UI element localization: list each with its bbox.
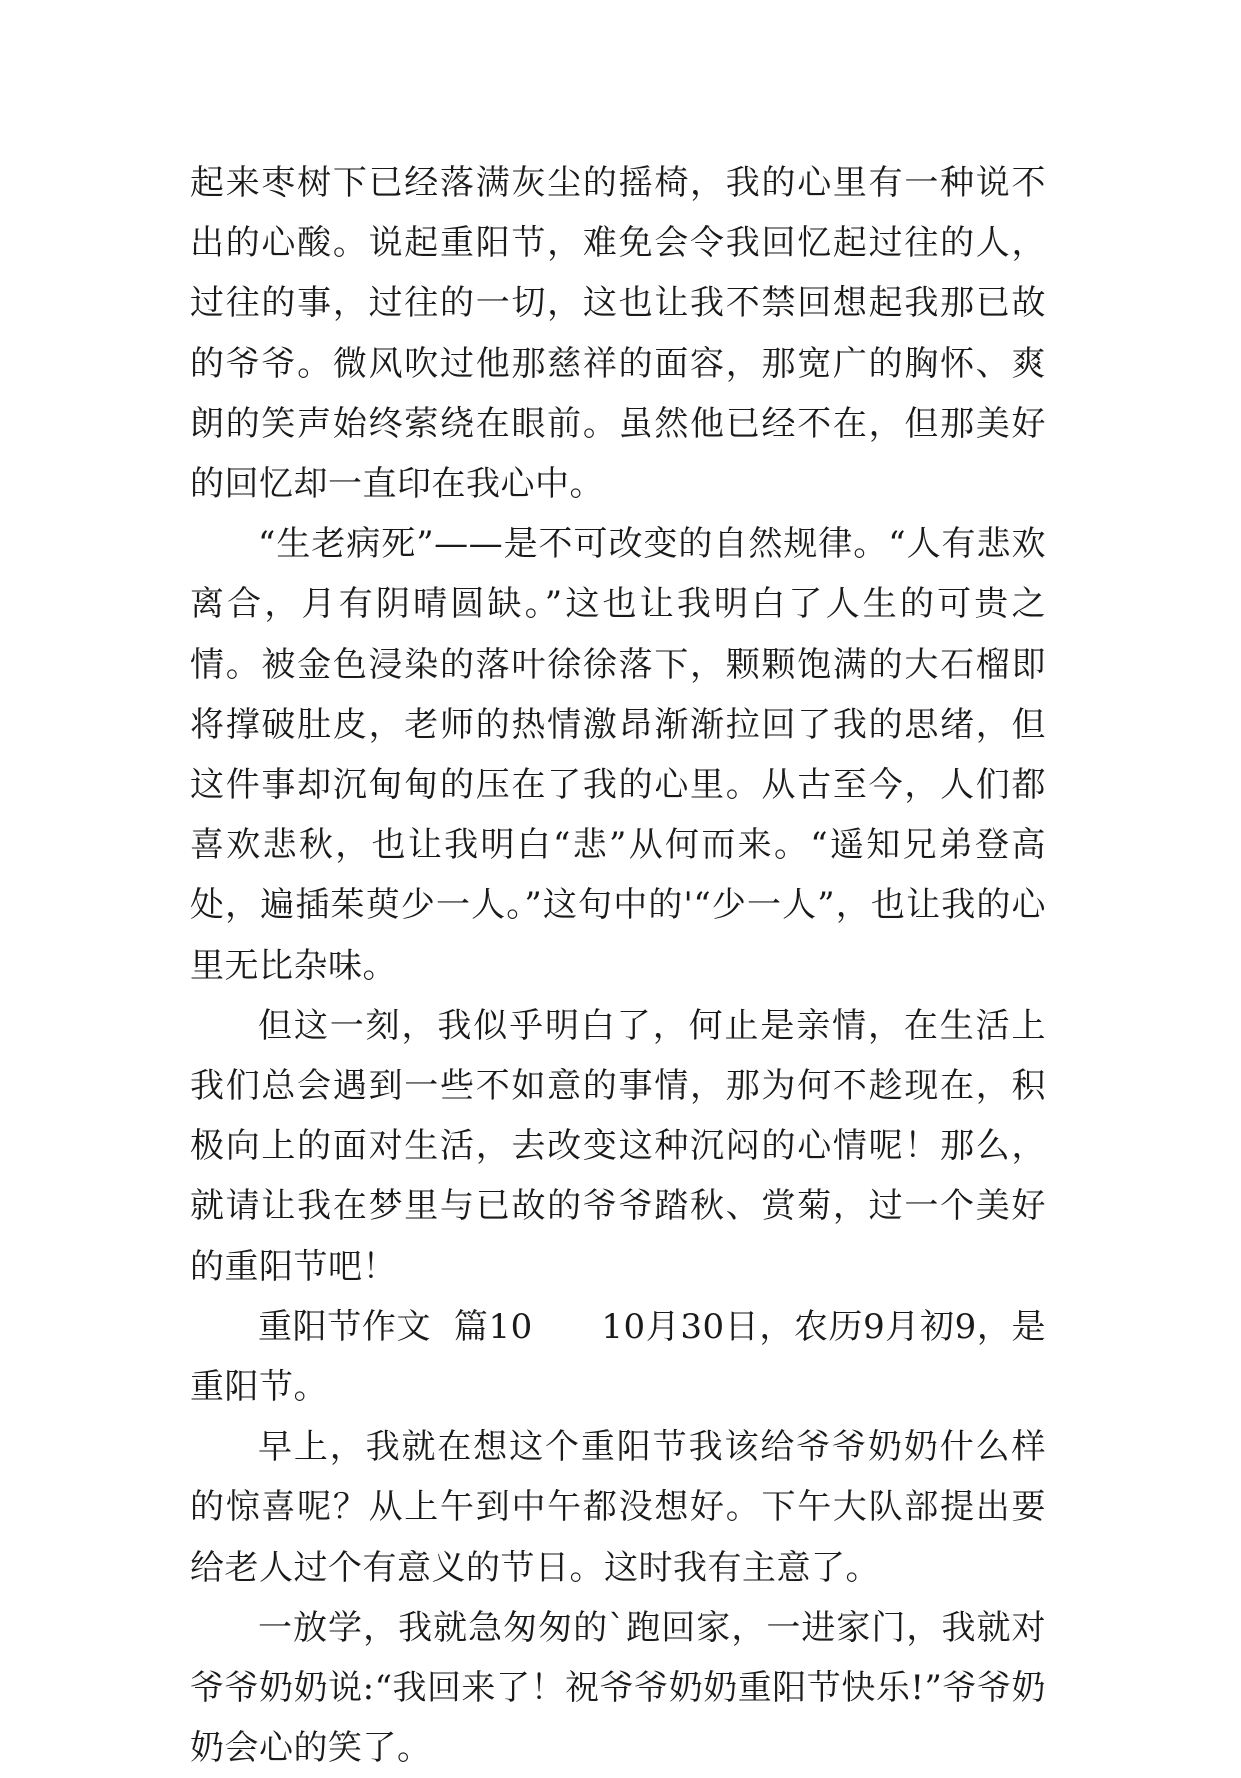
paragraph-4-heading: 重阳节作文 篇10 10月30日，农历9月初9，是重阳节。 [190,1306,1046,1408]
paragraph-1: 起来枣树下已经落满灰尘的摇椅，我的心里有一种说不出的心酸。说起重阳节，难免会令我回忆起过往的人，过往的事，过往的一切，这也让我不禁回想起我那已故的爷爷。微风吹过他那慈祥的面容，那宽广的胸怀、爽朗的笑声始终萦绕在眼前。虽然他已经不在，但那美好的回忆却一直印在我心中。 [190,163,1046,505]
paragraph-2: “生老病死”——是不可改变的自然规律。“人有悲欢离合，月有阴晴圆缺。”这也让我明白了人生的可贵之情。被金色浸染的落叶徐徐落下，颗颗饱满的大石榴即将撑破肚皮，老师的热情激昂渐渐拉回了我的思绪，但这件事却沉甸甸的压在了我的心里。从古至今，人们都喜欢悲秋，也让我明白“悲”从何而来。“遥知兄弟登高处，遍插茱萸少一人。”这句中的'“少一人”，也让我的心里无比杂味。 [190,524,1046,986]
paragraph-3: 但这一刻，我似乎明白了，何止是亲情，在生活上我们总会遇到一些不如意的事情，那为何不趁现在，积极向上的面对生活，去改变这种沉闷的心情呢！那么，就请让我在梦里与已故的爷爷踏秋、赏菊，过一个美好的重阳节吧！ [190,1005,1046,1287]
paragraph-6: 一放学，我就急匆匆的`跑回家，一进家门，我就对爷爷奶奶说:“我回来了！祝爷爷奶奶重阳节快乐!”爷爷奶奶会心的笑了。 [190,1607,1046,1769]
paragraph-5: 早上，我就在想这个重阳节我该给爷爷奶奶什么样的惊喜呢？从上午到中午都没想好。下午大队部提出要给老人过个有意义的节日。这时我有主意了。 [190,1427,1046,1588]
document-body [190,153,1046,1778]
